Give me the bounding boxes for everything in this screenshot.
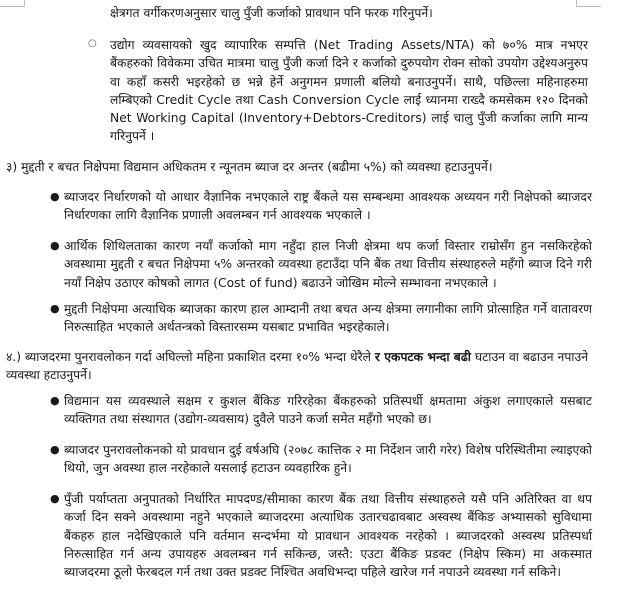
section-4-heading — [6, 348, 596, 384]
list-item: मुद्दती निक्षेपमा अत्याधिक ब्याजका कारण हाल आम्दानी तथा बचत अन्य क्षेत्रमा लगानीका लागि प्रोत्साहित गर्ने वातावरण निरुत्साहित भएकाले अर्थतन्त्रको विस्तारसम्म यसबाट प्रभावित भइरहेकाले। — [64, 302, 592, 335]
sub-bullet-item: उद्योग व्यवसायको खुद व्यापारिक सम्पत्ति (Net Trading Assets/NTA) को ७०% मात्र नभएर बैंकहरुको विवेकमा उचित मात्रमा चालु पुँजी कर्जा दिने र कर्जाको दुरुपयोग रोक्न सोको उपयोग उद्देश्यअनुरुप वा कहाँ कसरी भइरहेको छ भन्ने हेर्ने अनुगमन प्रणाली बलियो बनाउनुपर्ने। साथै, पछिल्ला महिनाहरुमा लम्बिएको Credit Cycle तथा Cash Conversion Cycle लाई ध्यानमा राख्दै कमसेकम १२० दिनको Net Working Capital (Inventory+Debtors-Creditors) लाई चालु पुँजी कर्जाका लागि मान्य गरिनुपर्ने । — [110, 38, 588, 144]
bullet-icon: ● — [50, 492, 60, 505]
section-4-heading-text-end: घटाउन वा बढाउन नपाउने व्यवस्था हटाउनुपर्ने। — [6, 350, 589, 382]
section-3-heading: ३) मुद्दती र बचत निक्षेपमा विद्यमान अधिकतम र न्यूनतम ब्याज दर अन्तर (बढीमा ५%) को व्यवस्था हटाउनुपर्ने। — [6, 160, 493, 174]
list-item: आर्थिक शिथिलताका कारण नयाँ कर्जाको माग नहुँदा हाल निजी क्षेत्रमा थप कर्जा विस्तार राम्रोसँग हुन नसकिरहेको अवस्थामा मुद्दती र बचत निक्षेपमा ५% अन्तरको व्यवस्था हटाउँदा पनि बैंक तथा वित्तीय संस्थाहरुले महँगो ब्याज दिने गरी नयाँ निक्षेप उठाएर कोषको लागत (Cost of fund) बढाउने जोखिम मोल्ने सम्भावना नभएकाले । — [64, 239, 592, 290]
continuation-text: क्षेत्रगत वर्गीकरणअनुसार चालु पुँजी कर्जाको प्रावधान पनि फरक गरिनुपर्ने। — [110, 6, 433, 20]
bullet-icon: ● — [50, 239, 60, 252]
list-item: पुँजी पर्याप्तता अनुपातको निर्धारित मापदण्ड/सीमाका कारण बैंक तथा वित्तीय संस्थाहरुले यसै पनि अतिरिक्त वा थप कर्जा दिन सक्ने अवस्थामा नहुने भएकाले ब्याजदरमा अत्याधिक उतारचढावबाट अस्वस्थ बैंकिङ अभ्यासको सुविधामा बैंकहरु हाल नदेखिएकाले पनि वर्तमान सन्दर्भमा यो प्रावधान आवश्यक नरहेको । ब्याजदरको अस्वस्थ प्रतिस्पर्धा निरुत्साहित गर्न अन्य उपायहरु अवलम्बन गर्न सकिन्छ, जस्तै: एउटा बैंकिङ प्रडक्ट (निक्षेप स्किम) मा अकस्मात ब्याजदरमा ठूलो फेरबदल गर्न तथा उक्त प्रडक्ट निश्चित अवधिभन्दा पहिले खारेज गर्न नपाउने व्यवस्था गर्न सकिने। — [64, 492, 592, 580]
list-item: ब्याजदर पुनरावलोकनको यो प्रावधान दुई वर्षअघि (२०७८ कात्तिक २ मा निर्देशन जारी गरेर) विशेष परिस्थितीमा ल्याइएको थियो, जुन अवस्था हाल नरहेकाले यसलाई हटाउन व्यवहारिक हुने। — [64, 443, 592, 476]
bullet-icon: ● — [50, 190, 60, 203]
section-4-heading-bold: र एकपटक भन्दा बढी — [374, 350, 471, 364]
page-corner-mark-left — [0, 0, 25, 7]
section-4-heading-text: ४.) ब्याजदरमा पुनरावलोकन गर्दा अघिल्लो महिना प्रकाशित दरमा १०% भन्दा धेरैले — [6, 350, 375, 364]
list-item: ब्याजदर निर्धारणको यो आधार वैज्ञानिक नभएकाले राष्ट्र बैंकले यस सम्बन्धमा आवश्यक अध्ययन गरी निक्षेपको ब्याजदर निर्धारणका लागि वैज्ञानिक प्रणाली अवलम्बन गर्न आवश्यक भएकाले । — [64, 190, 592, 223]
bullet-icon: ● — [50, 394, 60, 407]
bullet-icon: ● — [50, 302, 60, 315]
hollow-bullet-icon: ○ — [88, 38, 97, 49]
list-item: विद्यमान यस व्यवस्थाले सक्षम र कुशल बैंकिङ गरिरहेका बैंकहरुको प्रतिस्पर्धी क्षमतामा अंकुश लगाएकाले यसबाट व्यक्तिगत तथा संस्थागत (उद्योग-व्यवसाय) दुवैले पाउने कर्जा समेत महँगो भएको छ। — [64, 394, 592, 427]
bullet-icon: ● — [50, 443, 60, 456]
